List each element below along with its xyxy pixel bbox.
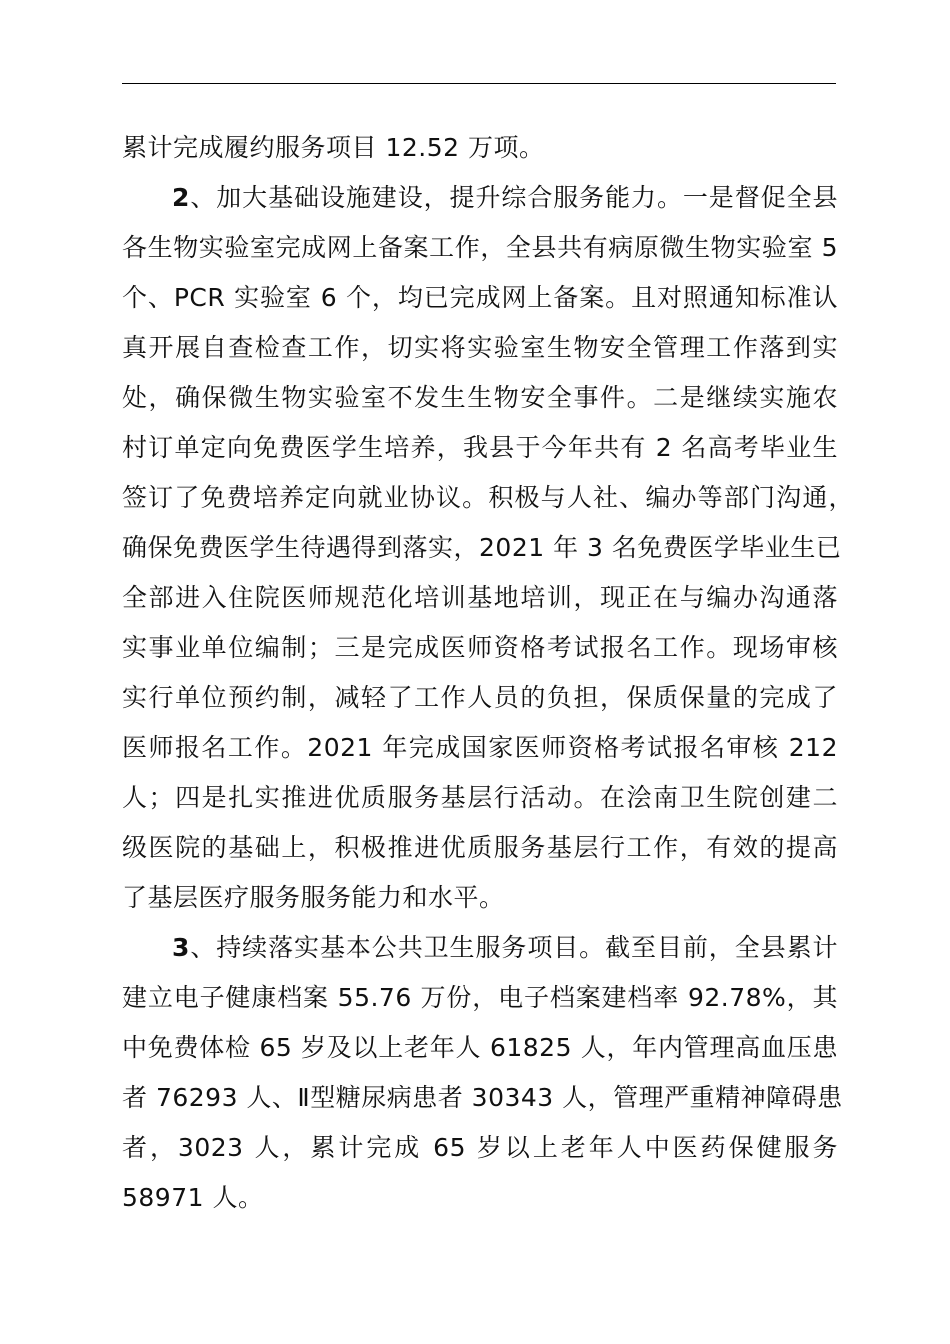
paragraph-line: 中免费体检 65 岁及以上老年人 61825 人，年内管理高血压患 — [122, 1033, 838, 1062]
paragraph-line: 医师报名工作。2021 年完成国家医师资格考试报名审核 212 — [122, 733, 838, 762]
paragraph-line: 级医院的基础上，积极推进优质服务基层行工作，有效的提高 — [122, 833, 838, 862]
paragraph-line: 个、PCR 实验室 6 个，均已完成网上备案。且对照通知标准认 — [122, 283, 838, 312]
paragraph-line: 处，确保微生物实验室不发生生物安全事件。二是继续实施农 — [122, 383, 838, 412]
section-2-heading-line — [172, 183, 838, 213]
paragraph-line: 建立电子健康档案 55.76 万份，电子档案建档率 92.78%，其 — [122, 983, 838, 1012]
paragraph-line: 者，3023 人，累计完成 65 岁以上老年人中医药保健服务 — [122, 1133, 838, 1162]
paragraph-line: 58971 人。 — [122, 1183, 264, 1212]
paragraph-line: 了基层医疗服务服务能力和水平。 — [122, 883, 505, 912]
paragraph-line-text: 、加大基础设施建设，提升综合服务能力。一是督促全县 — [189, 183, 838, 212]
paragraph-line: 人；四是扎实推进优质服务基层行活动。在浍南卫生院创建二 — [122, 783, 838, 812]
section-number: 3 — [172, 933, 190, 962]
paragraph-line: 各生物实验室完成网上备案工作，全县共有病原微生物实验室 5 — [122, 233, 838, 262]
header-rule — [122, 83, 836, 84]
section-3-heading-line — [172, 933, 838, 963]
paragraph-line-text: 、持续落实基本公共卫生服务项目。截至目前，全县累计 — [189, 933, 838, 962]
paragraph-line: 确保免费医学生待遇得到落实，2021 年 3 名免费医学毕业生已 — [122, 533, 842, 562]
paragraph-line: 村订单定向免费医学生培养，我县于今年共有 2 名高考毕业生 — [122, 433, 838, 462]
paragraph-line: 签订了免费培养定向就业协议。积极与人社、编办等部门沟通， — [122, 483, 854, 512]
paragraph-line: 真开展自查检查工作，切实将实验室生物安全管理工作落到实 — [122, 333, 838, 362]
paragraph-line: 实事业单位编制；三是完成医师资格考试报名工作。现场审核 — [122, 633, 838, 662]
paragraph-line: 累计完成履约服务项目 12.52 万项。 — [122, 133, 545, 162]
section-number: 2 — [172, 183, 190, 212]
paragraph-line: 全部进入住院医师规范化培训基地培训，现正在与编办沟通落 — [122, 583, 838, 612]
paragraph-line: 者 76293 人、Ⅱ型糖尿病患者 30343 人，管理严重精神障碍患 — [122, 1083, 843, 1112]
paragraph-line: 实行单位预约制，减轻了工作人员的负担，保质保量的完成了 — [122, 683, 838, 712]
